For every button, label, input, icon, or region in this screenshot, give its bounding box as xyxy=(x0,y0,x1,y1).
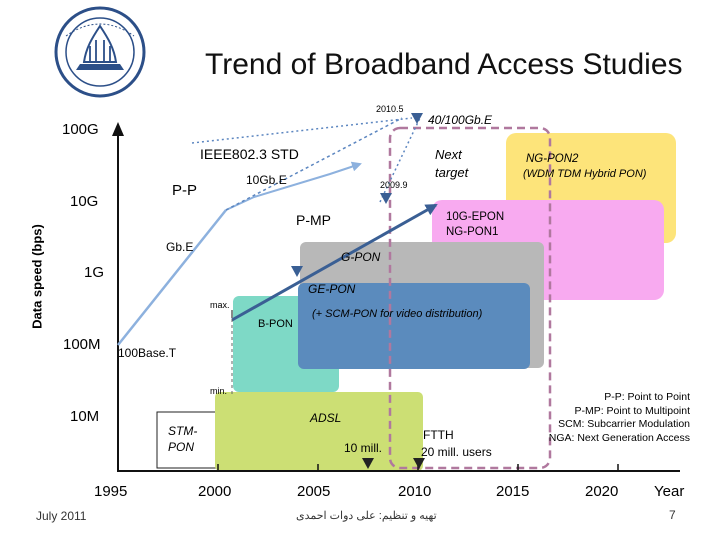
ngpon2-label-2: (WDM TDM Hybrid PON) xyxy=(523,168,647,180)
pp-label: P-P xyxy=(172,182,198,199)
date-2009-9-label: 2009.9 xyxy=(380,180,408,190)
abbreviation-legend xyxy=(549,391,690,445)
legend-item-pmp: P-MP: Point to Multipoint xyxy=(574,404,690,417)
legend-item-scm: SCM: Subcarrier Modulation xyxy=(558,418,690,430)
100base-t-label: 100Base.T xyxy=(118,346,177,360)
footer-author: تهیه و تنظیم: علی دوات احمدی xyxy=(296,510,437,522)
tengbe-label: 10Gb.E xyxy=(246,173,287,187)
y-axis-label: Data speed (bps) xyxy=(29,224,45,329)
pmp-label: P-MP xyxy=(296,212,331,228)
pp-to-2010-arrow xyxy=(226,164,360,210)
adsl-label: ADSL xyxy=(310,411,342,425)
gbe-label: Gb.E xyxy=(166,240,194,254)
next-target-label-2: target xyxy=(435,165,469,180)
y-tick-100m: 100M xyxy=(63,336,101,353)
date-2010-5-label: 2010.5 xyxy=(376,104,404,114)
y-tick-10g: 10G xyxy=(70,193,99,210)
stm-pon-label-2: PON xyxy=(168,440,195,454)
stm-pon-label-1: STM- xyxy=(168,424,198,438)
bpon-label: B-PON xyxy=(258,318,293,330)
max-label: max. xyxy=(210,300,230,310)
x-tick-2005: 2005 xyxy=(297,483,331,500)
footer-date: July 2011 xyxy=(36,509,87,523)
marker-2010-5 xyxy=(411,113,423,124)
x-tick-1995: 1995 xyxy=(94,483,128,500)
x-axis-label: Year xyxy=(654,483,685,500)
ftth-label-1: FTTH xyxy=(423,428,454,442)
y-tick-10m: 10M xyxy=(70,408,100,425)
x-tick-2000: 2000 xyxy=(198,483,232,500)
gepon-label: GE-PON xyxy=(308,282,356,296)
ngpon2-label-1: NG-PON2 xyxy=(526,153,579,165)
gpon-label: G-PON xyxy=(341,250,381,264)
slide-title: Trend of Broadband Access Studies xyxy=(205,48,683,81)
x-tick-2020: 2020 xyxy=(585,483,619,500)
40-100gbe-label: 40/100Gb.E xyxy=(428,113,493,127)
pp-to-40g-arrow xyxy=(226,118,402,210)
scm-pon-label: (+ SCM-PON for video distribution) xyxy=(312,308,483,320)
y-tick-100g: 100G xyxy=(62,121,99,138)
x-tick-2010: 2010 xyxy=(398,483,432,500)
min-label: min. xyxy=(210,386,228,396)
next-target-label-1: Next xyxy=(435,147,462,162)
ieee-label: IEEE802.3 STD xyxy=(200,146,299,162)
pp-trend-line xyxy=(118,210,226,345)
ten-mill-label: 10 mill. xyxy=(344,441,383,455)
target-dotted-arrow xyxy=(192,118,412,143)
adsl-box xyxy=(215,392,423,471)
x-tick-2015: 2015 xyxy=(496,483,530,500)
legend-item-nga: NGA: Next Generation Access xyxy=(548,431,690,444)
epon-label-2: NG-PON1 xyxy=(446,226,499,238)
y-axis-arrowhead xyxy=(112,122,124,136)
footer-page-number: 7 xyxy=(669,508,676,522)
y-tick-1g: 1G xyxy=(84,264,105,281)
ftth-label-2: 20 mill. users xyxy=(421,445,492,459)
epon-label-1: 10G-EPON xyxy=(446,211,505,223)
legend-item-pp: P-P: Point to Point xyxy=(604,391,690,403)
